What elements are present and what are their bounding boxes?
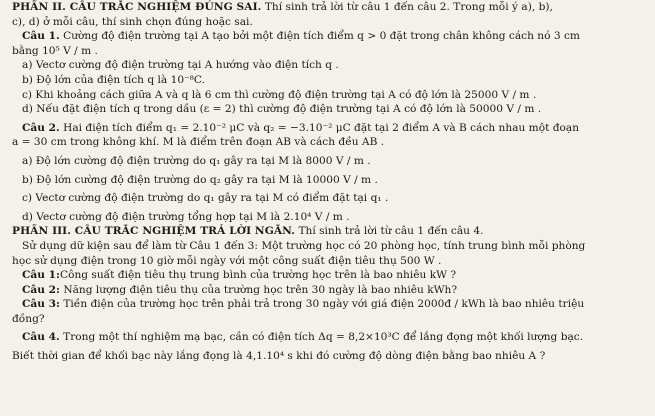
part3-q3-label: Câu 3: — [22, 298, 60, 311]
part2-intro-line2: c), d) ở mỗi câu, thí sinh chọn đúng hoặc sai. — [12, 15, 253, 28]
part2-heading-line — [12, 0, 647, 15]
part2-q1-text: Cường độ điện trường tại A tạo bởi một điện tích điểm q > 0 đặt trong chân không cách nó 3 cm — [63, 30, 580, 43]
part2-q1-option-d: d) Nếu đặt điện tích q trong dầu (ε = 2) thì cường độ điện trường tại A có độ lớn là 50000 V / m . — [22, 103, 542, 116]
part2-q1-line2: bằng 10⁵ V / m . — [12, 44, 98, 57]
part3-q3-line2: đồng? — [12, 312, 45, 325]
part3-heading-line — [12, 224, 647, 239]
part3-context-line2: học sử dụng điện trong 10 giờ mỗi ngày với một công suất điện tiêu thụ 500 W . — [12, 254, 442, 267]
part2-q2-line1 — [12, 121, 647, 136]
part2-q2-label: Câu 2. — [22, 121, 60, 134]
part3-q1 — [12, 268, 647, 283]
part2-heading: PHẦN II. CÂU TRẮC NGHIỆM ĐÚNG SAI. — [12, 1, 262, 13]
part2-q2-option-c: c) Vectơ cường độ điện trường do q₁ gây ra tại M có điểm đặt tại q₁ . — [22, 192, 389, 205]
part2-q2-line2: a = 30 cm trong không khí. M là điểm trên đoạn AB và cách đều AB . — [12, 136, 385, 149]
part3-q1-text: Công suất điện tiêu thụ trung bình của trường học trên là bao nhiêu kW ? — [59, 269, 457, 282]
part2-q1-option-a: a) Vectơ cường độ điện trường tại A hướng vào điện tích q . — [22, 59, 339, 72]
part3-context-line1: Sử dụng dữ kiện sau để làm từ Câu 1 đến 3: Một trường học có 20 phòng học, tính trung bình mỗi phòng — [22, 239, 586, 252]
part3-q4-line2: Biết thời gian để khối bạc này lắng đọng là 4,1.10⁴ s khi đó cường độ dòng điện bằng bao nhiêu A ? — [12, 350, 546, 363]
part2-q1-option-b: b) Độ lớn của điện tích q là 10⁻⁸C. — [22, 73, 206, 86]
part2-q2-option-a: a) Độ lớn cường độ điện trường do q₁ gây ra tại M là 8000 V / m . — [22, 154, 371, 167]
part3-intro: Thí sinh trả lời từ câu 1 đến câu 4. — [298, 225, 484, 238]
part2-q2-text: Hai điện tích điểm q₁ = 2.10⁻² μC và q₂ = −3.10⁻² μC đặt tại 2 điểm A và B cách nhau một đoạn — [63, 121, 580, 134]
part2-q1-line1 — [12, 29, 647, 44]
part3-q2-label: Câu 2: — [22, 283, 60, 296]
part3-q4-label: Câu 4. — [22, 331, 60, 344]
part3-q3-line1 — [12, 297, 647, 312]
part2-q1-option-c: c) Khi khoảng cách giữa A và q là 6 cm thì cường độ điện trường tại A có độ lớn là 25000 V / m . — [22, 88, 537, 101]
part2-intro: Thí sinh trả lời từ câu 1 đến câu 2. Trong mỗi ý a), b), — [264, 1, 553, 13]
part3-q2 — [12, 283, 647, 298]
part3-q4-line1 — [12, 330, 647, 345]
part3-q3-text: Tiền điện của trường học trên phải trả trong 30 ngày với giá điện 2000đ / kWh là bao nhiêu triệu — [63, 298, 585, 311]
part3-heading: PHẦN III. CÂU TRẮC NGHIỆM TRẢ LỜI NGẮN. — [12, 225, 296, 238]
part2-q1-label: Câu 1. — [22, 30, 60, 43]
part3-q1-label: Câu 1: — [22, 269, 60, 282]
part2-q2-option-b: b) Độ lớn cường độ điện trường do q₂ gây ra tại M là 10000 V / m . — [22, 173, 378, 186]
part2-q2-option-d: d) Vectơ cường độ điện trường tổng hợp tại M là 2.10⁴ V / m . — [22, 210, 350, 223]
part3-q2-text: Năng lượng điện tiêu thụ của trường học trên 30 ngày là bao nhiêu kWh? — [63, 283, 458, 296]
part3-q4-text: Trong một thí nghiệm mạ bạc, cần có điện tích Δq = 8,2×10³C để lắng đọng một khối lượng bạc. — [63, 331, 584, 344]
